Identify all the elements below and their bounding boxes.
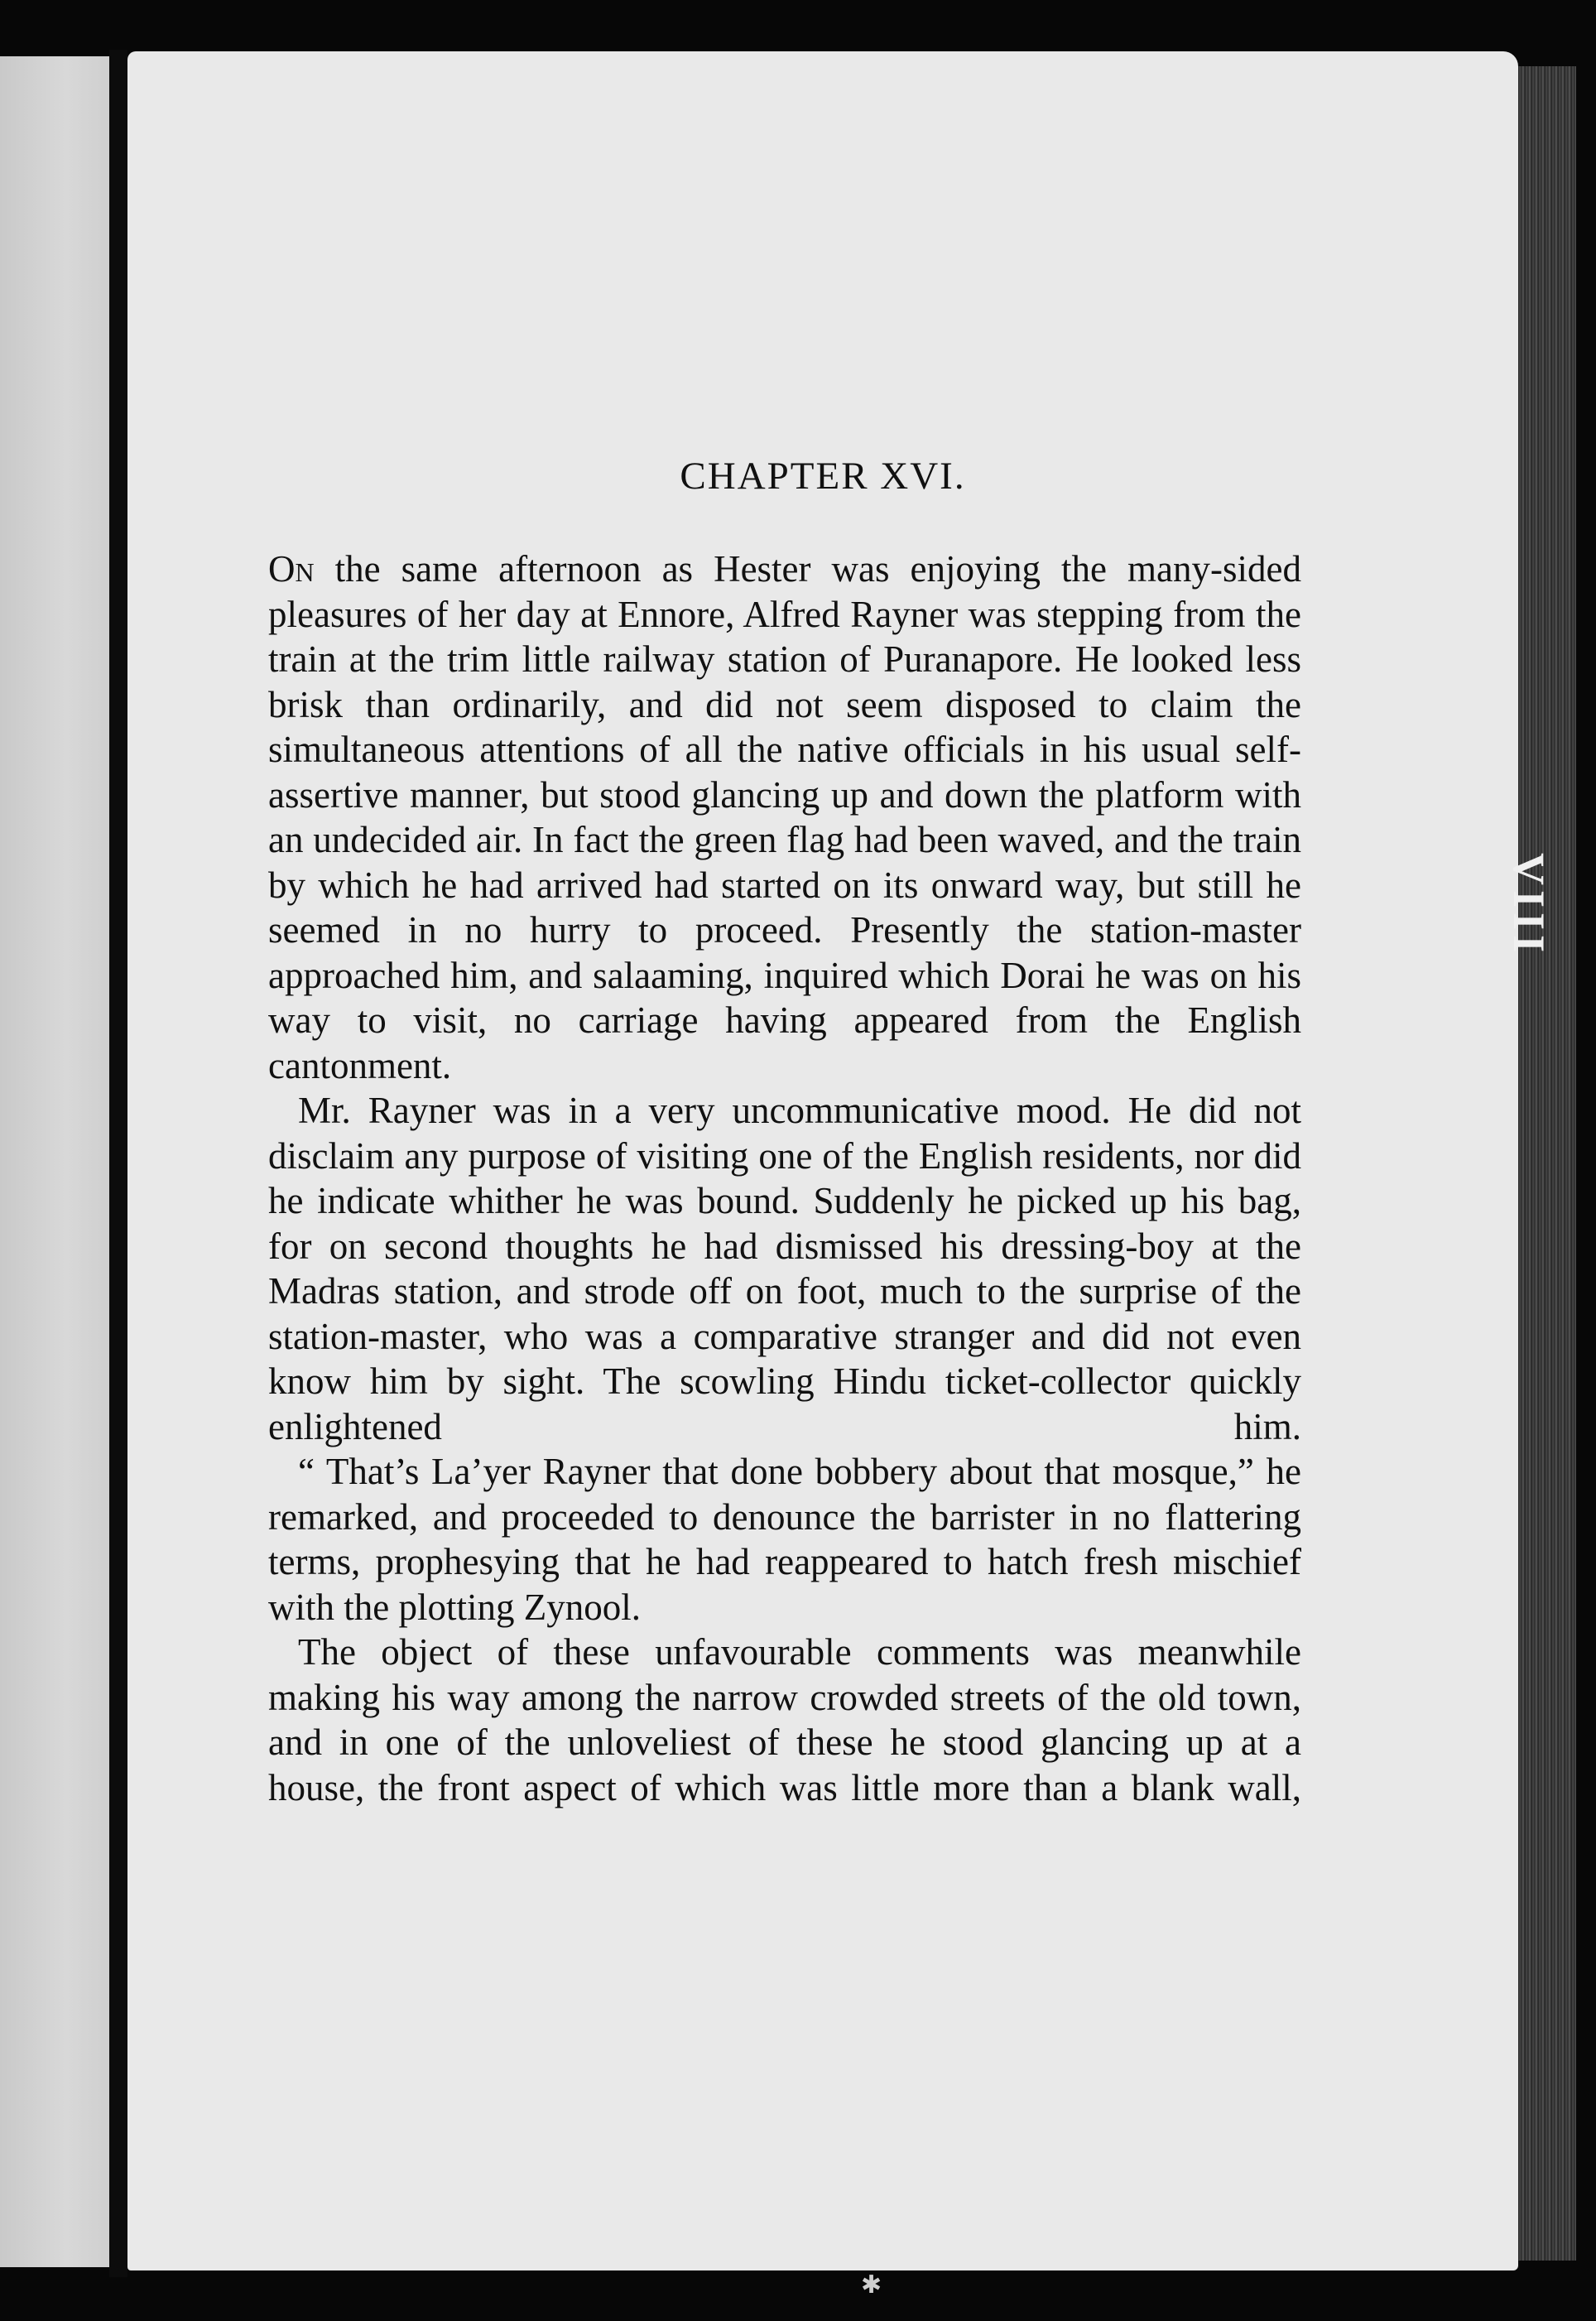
page-block-edge	[1504, 66, 1576, 2261]
paragraph-2: Mr. Rayner was in a very uncommunicative mood. He did not disclaim any purpose of visiting one of the English residents, nor did he indicate whither he was bound. Suddenly he picked up his bag, for on second thoughts he had dismissed his dressing-boy at the Madras station, and strode off on foot, much to the surprise of the station-master, who was a comparative stranger and did not even know him by sight. The scowling Hindu ticket-collector quickly enlightened him.	[268, 1090, 1301, 1447]
body-text	[268, 547, 1301, 1810]
paragraph-1-text: the same afternoon as Hester was enjoying the many-sided pleasures of her day at Ennore, Alfred Rayner was stepping from the train at the trim little railway station of Puranapore. He looked less brisk than ordinarily, and did not seem disposed to claim the simultaneous attentions of all the native officials in his usual self-assertive manner, but stood glancing up and down the platform with an undecided air. In fact the green flag had been waved, and the train by which he had arrived had started on its onward way, but still he seemed in no hurry to proceed. Presently the station-master approached him, and salaaming, inquired which Dorai he was on his way to visit, no carriage having appeared from the English cantonment.	[268, 548, 1301, 1086]
book-gutter	[109, 50, 127, 2277]
paragraph-1-lead: On	[268, 548, 315, 590]
paragraph-1	[268, 547, 1301, 1088]
spine-mark: VIII	[1504, 853, 1554, 958]
paragraph-3: “ That’s La’yer Rayner that done bobbery about that mosque,” he remarked, and proceeded to denounce the barrister in no flattering terms, prophesying that he had reappeared to hatch fresh mischief with the plotting Zynool.	[268, 1451, 1301, 1628]
facing-page-edge	[0, 56, 109, 2267]
chapter-title: CHAPTER XVI.	[680, 455, 966, 498]
paragraph-4: The object of these unfavourable comments was meanwhile making his way among the narrow crowded streets of the old town, and in one of the unloveliest of these he stood glancing up at a house, the front aspect of which was little more than a blank wall,	[268, 1631, 1301, 1808]
scan-speck: ✱	[861, 2271, 882, 2299]
